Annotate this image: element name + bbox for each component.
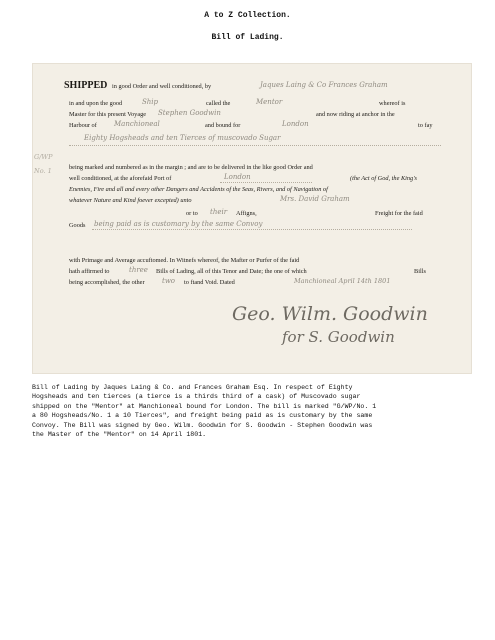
printed-text: or to — [186, 210, 198, 217]
printed-text: to ftand Void. Dated — [184, 279, 235, 286]
signature: Geo. Wilm. Goodwin — [232, 303, 428, 325]
handwritten-ship-name: Mentor — [256, 98, 283, 106]
printed-text: Goods — [69, 222, 86, 229]
printed-text: with Primage and Average accuftomed. In Witnefs whereof, the Mafter or Purfer of the faid — [69, 257, 300, 264]
handwritten-ship-prefix: Ship — [142, 98, 159, 106]
printed-text: Freight for the faid — [375, 210, 423, 217]
printed-text: Affigns, — [236, 210, 257, 217]
printed-text: Bills of Lading, all of this Tenor and Date; the one of which — [156, 268, 307, 275]
margin-mark: No. 1 — [34, 167, 52, 175]
printed-text: (the Act of God, the King's — [350, 175, 417, 182]
printed-text: to fay — [418, 122, 433, 129]
margin-mark: G/WP — [34, 153, 53, 161]
printed-text: and now riding at anchor in the — [316, 111, 395, 118]
handwritten-shipper: Jaques Laing & Co Frances Graham — [260, 81, 388, 89]
handwritten-master: Stephen Goodwin — [158, 109, 221, 117]
printed-text: called the — [206, 100, 231, 107]
shipped-heading: SHIPPED — [64, 80, 108, 91]
page-title: Bill of Lading. — [211, 33, 284, 42]
handwritten-freight-terms: being paid as is customary by the same Convoy — [94, 220, 263, 228]
dotted-rule — [92, 229, 412, 230]
printed-text: whereof is — [379, 100, 406, 107]
printed-text: being accomplished, the other — [69, 279, 145, 286]
printed-text: Master for this present Voyage — [69, 111, 147, 118]
bill-of-lading-document — [32, 63, 472, 374]
printed-text: in good Order and well conditioned, by — [112, 83, 212, 90]
printed-text: being marked and numbered as in the margin ; and are to be delivered in the like good Order and — [69, 164, 313, 171]
dotted-rule — [69, 145, 441, 146]
collection-title: A to Z Collection. — [204, 11, 291, 20]
dotted-rule — [220, 182, 312, 183]
printed-text: Enemies, Fire and all and every other Dangers and Accidents of the Seas, Rivers, and of Navigation of — [69, 186, 328, 193]
printed-text: hath affirmed to — [69, 268, 110, 275]
printed-text: well conditioned, at the aforefaid Port of — [69, 175, 172, 182]
handwritten-consignee: Mrs. David Graham — [280, 195, 350, 203]
handwritten-number-bills: three — [129, 266, 148, 274]
printed-text: Harbour of — [69, 122, 97, 129]
signature: for S. Goodwin — [282, 328, 395, 346]
handwritten-cargo: Eighty Hogsheads and ten Tierces of muscovado Sugar — [84, 134, 281, 142]
handwritten-other: two — [162, 277, 176, 285]
handwritten-harbour: Manchioneal — [114, 120, 160, 128]
caption: Bill of Lading by Jaques Laing & Co. and Frances Graham Esq. In respect of Eighty Hogsheads and ten tierces (a tierce is a thirds third of a cask) of Muscovado sugar shipped on the "Mentor" at Manchioneal bound for London. The bill is marked "G/WP/No. 1 a 80 Hogsheads/No. 1 a 10 Tierces", and freight being paid as is customary by the same Convoy. The Bill was signed by Geo. Wilm. Goodwin for S. Goodwin - Stephen Goodwin was the Master of the "Mentor" on 14 April 1801. — [32, 384, 377, 439]
handwritten-destination: London — [282, 120, 309, 128]
printed-text: Bills — [414, 268, 426, 275]
printed-text: whatever Nature and Kind foever excepted) unto — [69, 197, 192, 204]
printed-text: and bound for — [205, 122, 241, 129]
handwritten-assigns: their — [210, 208, 228, 216]
printed-text: in and upon the good — [69, 100, 123, 107]
handwritten-date: Manchioneal April 14th 1801 — [294, 277, 391, 285]
handwritten-port: London — [224, 173, 251, 181]
